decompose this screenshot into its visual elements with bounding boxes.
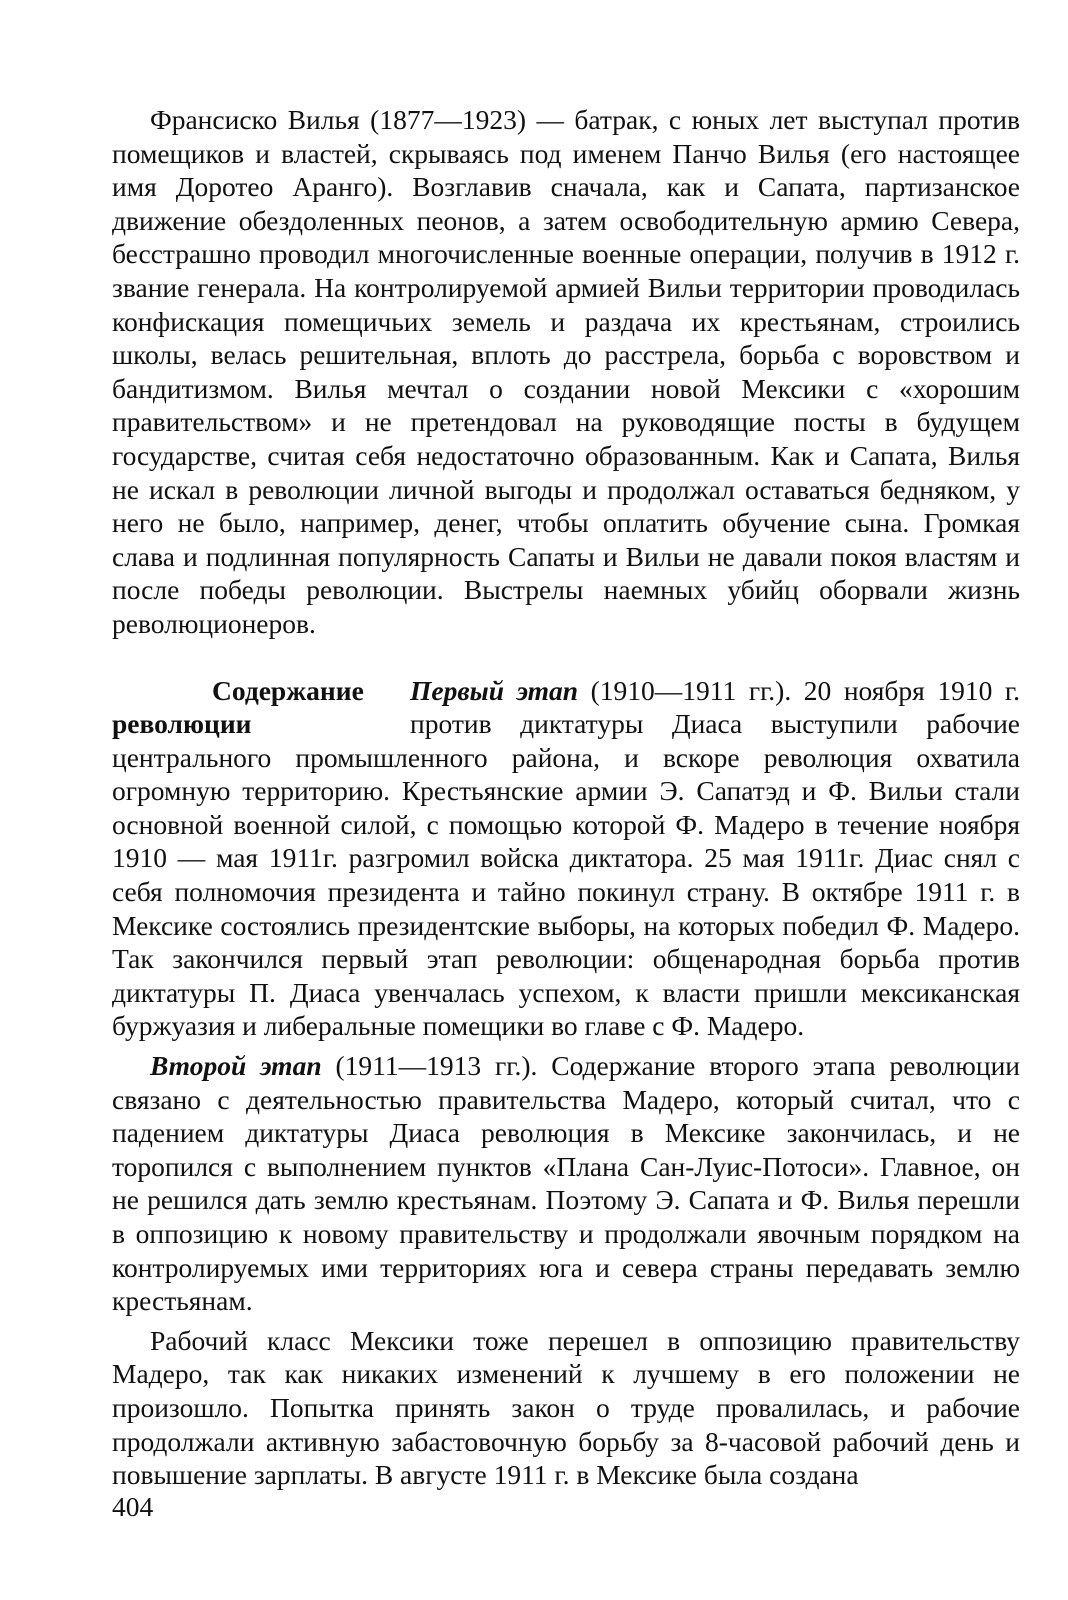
stage-2-paragraph (112, 1049, 1020, 1318)
stage-1-heading: Первый этап (410, 674, 579, 706)
paragraph-villa-biography: Франсиско Вилья (1877—1923) — батрак, с юных лет выступал против помещиков и властей, скрываясь под именем Панчо Вилья (его настоящее имя Доротео Аранго). Возглавив сначала, как и Сапата, партизанское движение обездоленных пеонов, а затем освободительную армию Севера, бесстрашно проводил многочисленные военные операции, получив в 1912 г. звание генерала. На контролируемой армией Вильи территории проводилась конфискация помещичьих земель и раздача их крестьянам, строились школы, велась решительная, вплоть до расстрела, борьба с воровством и бандитизмом. Вилья мечтал о создании новой Мексики с «хорошим правительством» и не претендовал на руководящие посты в будущем государстве, считая себя недостаточно образованным. Как и Сапата, Вилья не искал в революции личной выгоды и продолжал оставаться бедняком, у него не было, например, денег, чтобы оплатить обучение сына. Громкая слава и подлинная популярность Сапаты и Вильи не давали покоя властям и после победы революции. Выстрелы наемных убийц оборвали жизнь революционеров. (112, 104, 1020, 639)
side-heading-line-2: революции (112, 708, 252, 740)
side-heading (112, 674, 410, 740)
stage-2-heading: Второй этап (150, 1050, 322, 1082)
page-text (112, 103, 1020, 1492)
stage-1-text: (1910—1911 гг.). 20 ноября 1910 г. против диктатуры Диаса выступили рабочие центрального промышленного района, и вскоре революция охватила огромную территорию. Крестьянские армии Э. Сапатэд и Ф. Вильи стали основной военной силой, с помощью которой Ф. Мадеро в течение ноября 1910 — мая 1911г. разгромил войска диктатора. 25 мая 1911г. Диас снял с себя полномочия президента и тайно покинул страну. В октябре 1911 г. в Мексике состоялись президентские выборы, на которых победил Ф. Мадеро. Так закончился первый этап революции: общенародная борьба против диктатуры П. Диаса увенчалась успехом, к власти пришли мексиканская буржуазия и либеральные помещики во главе с Ф. Мадеро. (112, 674, 1020, 1042)
page-number: 404 (112, 1491, 154, 1522)
side-heading-line-1: Содержание (212, 674, 364, 706)
paragraph-working-class: Рабочий класс Мексики тоже перешел в оппозицию правительству Мадеро, так как никаких изменений к лучшему в его положении не произошло. Попытка принять закон о труде провалилась, и рабочие продолжали активную забастовочную борьбу за 8-часовой рабочий день и повышение зарплаты. В августе 1911 г. в Мексике была создана (112, 1324, 1020, 1491)
section-revolution-content (112, 674, 1020, 1044)
stage-2-text: (1911—1913 гг.). Содержание второго этапа революции связано с деятельностью правительства Мадеро, который считал, что с падением диктатуры Диаса революция в Мексике закончилась, и не торопился с выполнением пунктов «Плана Сан-Луис-Потоси». Главное, он не решился дать землю крестьянам. Поэтому Э. Сапата и Ф. Вилья перешли в оппозицию к новому правительству и продолжали явочным порядком на контролируемых ими территориях юга и севера страны передавать землю крестьянам. (112, 1050, 1020, 1317)
